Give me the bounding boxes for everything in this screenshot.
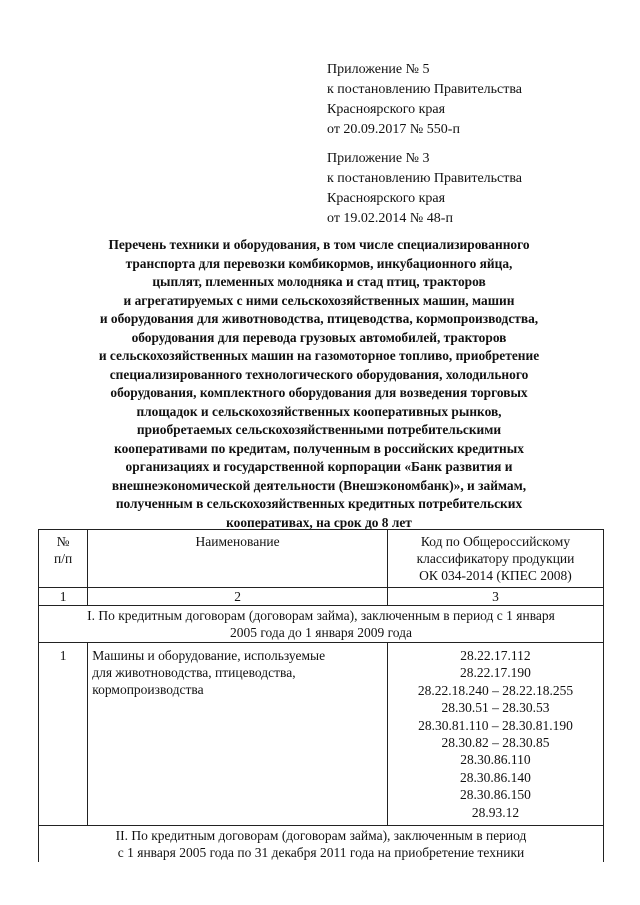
- section-heading-2: [39, 825, 604, 862]
- title-line: организациях и государственной корпорации «Банк развития и: [125, 459, 513, 474]
- section-line: с 1 января 2005 года по 31 декабря 2011 года на приобретение техники: [117, 844, 525, 860]
- header-number: [39, 530, 88, 588]
- row-name-line: кормопроизводства: [92, 682, 204, 697]
- section-line: I. По кредитным договорам (договорам займа), заключенным в период с 1 января: [87, 608, 555, 623]
- column-index: 3: [387, 588, 603, 606]
- code-item: 28.30.86.140: [460, 769, 531, 785]
- title-line: внешнеэкономической деятельности (Внешэкономбанк)», и займам,: [111, 477, 527, 493]
- table-row: [39, 643, 604, 826]
- appendix-ref: к постановлению Правительства: [327, 82, 523, 97]
- code-item: 28.30.81.110 – 28.30.81.190: [418, 717, 573, 733]
- title-line: цыплят, племенных молодняка и стад птиц, тракторов: [152, 274, 486, 289]
- code-item: 28.30.51 – 28.30.53: [441, 700, 550, 716]
- appendix-ref: к постановлению Правительства: [327, 171, 523, 186]
- header-number-sign: №: [56, 534, 70, 549]
- column-index: 2: [88, 588, 388, 606]
- header-code: [387, 530, 603, 588]
- code-item: 28.22.17.190: [460, 665, 531, 681]
- appendix-block-3: [327, 149, 522, 229]
- section-row: [39, 825, 604, 862]
- appendix-date: от 19.02.2014 № 48-п: [327, 211, 453, 226]
- title-line: площадок и сельскохозяйственных кооперативных рынков,: [136, 403, 502, 419]
- header-number-abbr: п/п: [54, 551, 73, 566]
- title-line: и сельскохозяйственных машин на газомоторное топливо, приобретение: [98, 348, 540, 363]
- appendix-region: Красноярского края: [327, 102, 446, 117]
- title-line: и агрегатируемых с ними сельскохозяйственных машин, машин: [123, 292, 515, 308]
- column-index-row: [39, 588, 604, 606]
- column-index: 1: [39, 588, 88, 606]
- section-line: II. По кредитным договорам (договорам займа), заключенным в период: [115, 827, 527, 843]
- appendix-date: от 20.09.2017 № 550-п: [327, 122, 460, 137]
- header-name: Наименование: [88, 530, 388, 588]
- row-name: [88, 643, 388, 826]
- title-line: кооперативами по кредитам, полученным в российских кредитных: [114, 440, 524, 456]
- row-codes: [387, 643, 603, 826]
- row-name-line: для животноводства, птицеводства,: [92, 665, 296, 680]
- title-line: оборудования для перевода грузовых автомобилей, тракторов: [131, 329, 507, 345]
- code-item: 28.22.18.240 – 28.22.18.255: [417, 682, 574, 698]
- equipment-table: [38, 529, 604, 862]
- code-item: 28.30.82 – 28.30.85: [441, 734, 550, 750]
- appendix-region: Красноярского края: [327, 191, 446, 206]
- title-line: оборудования, комплектного оборудования для возведения торговых: [110, 385, 528, 400]
- code-item: 28.93.12: [471, 804, 520, 820]
- code-item: 28.30.86.150: [460, 787, 531, 803]
- row-number: 1: [39, 643, 88, 826]
- header-code-line: классификатору продукции: [416, 551, 575, 566]
- code-item: 28.22.17.112: [460, 648, 531, 663]
- title-line: и оборудования для животноводства, птицеводства, кормопроизводства,: [99, 311, 539, 326]
- section-row: [39, 606, 604, 643]
- section-heading-1: [39, 606, 604, 643]
- appendix-block-5: [327, 60, 522, 140]
- title-line: приобретаемых сельскохозяйственными потребительскими: [136, 422, 502, 437]
- row-name-line: Машины и оборудование, используемые: [92, 648, 326, 663]
- title-line: транспорта для перевозки комбикормов, инкубационного яйца,: [125, 255, 513, 271]
- table-header-row: [39, 530, 604, 588]
- code-item: 28.30.86.110: [460, 752, 531, 768]
- section-line: 2005 года до 1 января 2009 года: [229, 625, 413, 640]
- title-line: полученным в сельскохозяйственных кредитных потребительских: [115, 496, 523, 511]
- document-title: [40, 236, 598, 532]
- header-code-line: ОК 034-2014 (КПЕС 2008): [419, 568, 572, 583]
- appendix-title: Приложение № 5: [327, 62, 430, 77]
- title-line: специализированного технологического оборудования, холодильного: [109, 366, 529, 382]
- appendix-title: Приложение № 3: [327, 151, 430, 166]
- title-line: Перечень техники и оборудования, в том числе специализированного: [108, 237, 530, 252]
- header-code-line: Код по Общероссийскому: [420, 534, 571, 549]
- title-line: кооперативах, на срок до 8 лет: [226, 514, 412, 530]
